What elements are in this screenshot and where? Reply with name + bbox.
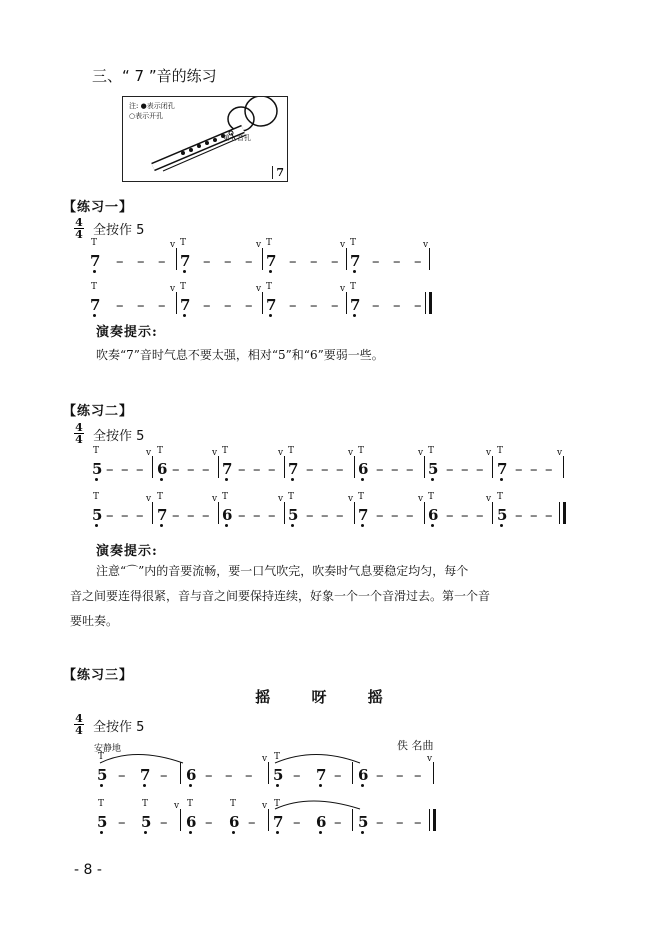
exercise-1-tip-text: 吹奏“7”音时气息不要太强，相对“5”和“6”要弱一些。 [96,348,384,362]
page-number: - 8 - [74,862,102,878]
exercise-2-line-2: T 5 – – – v T 7 – – – v T 6 – – – v T 5 – – – v T 7 – – – v T 6 – – – v T 5 – – – [0,492,656,532]
time-bottom: 4 [75,724,83,737]
exercise-1-key: 全按作 5 [93,223,145,238]
section-title: 三、“ 7 ”音的练习 [92,67,217,85]
figure-note-label: 7 [272,166,284,179]
time-top: 4 [75,216,83,229]
time-bottom: 4 [75,433,83,446]
exercise-2-key: 全按作 5 [93,429,145,444]
exercise-2-time-signature [74,422,84,445]
seventh-hole-label: 第七音孔 [223,134,251,142]
exercise-1-tip-heading: 演奏提示: [96,325,158,340]
exercise-2-heading: 【练习二】 [63,404,134,419]
time-top: 4 [75,421,83,434]
exercise-3-line-1: T 5 – 7 – 6 – – – v T 5 – 7 – 6 – – – v [0,752,656,792]
exercise-1-line-1: T 7 – – – v T 7 – – – v T 7 – – – v T 7 – – – v [0,238,656,278]
exercise-2-tip-heading: 演奏提示: [96,544,158,559]
song-title: 摇 呀 摇 [255,688,401,706]
exercise-3-heading: 【练习三】 [63,668,134,683]
exercise-3-line-2: T 5 – T 5 – v T 6 – T 6 – v T 7 – 6 – 5 – – – [0,799,656,839]
exercise-1-time-signature [74,217,84,240]
hulusi-drawing [123,97,287,181]
legend-open: ○表示开孔 [129,112,164,120]
exercise-2-tip-line-3: 要吐奏。 [70,614,119,628]
exercise-1-heading: 【练习一】 [63,200,134,215]
exercise-2-tip-line-1: 注意“⌒”内的音要流畅，要一口气吹完，吹奏时气息要稳定均匀，每个 [96,564,469,578]
composer: 佚 名曲 [397,739,434,752]
time-bottom: 4 [75,228,83,241]
time-top: 4 [75,712,83,725]
exercise-1-line-2: T 7 – – – v T 7 – – – v T 7 – – – v T 7 – – – [0,282,656,322]
exercise-2-tip-line-2: 音之间要连得很紧，音与音之间要保持连续，好象一个一个音滑过去。第一个音 [70,589,491,603]
hulusi-fingering-figure [122,96,288,182]
exercise-3-key: 全按作 5 [93,720,145,735]
tempo-marking: 安静地 [94,744,122,754]
exercise-3-time-signature [74,713,84,736]
legend-closed: 注: ●表示闭孔 [129,102,175,110]
exercise-2-line-1: T 5 – – – v T 6 – – – v T 7 – – – v T 7 – – – v T 6 – – – v T 5 – – – v T 7 – – – v [0,446,656,486]
